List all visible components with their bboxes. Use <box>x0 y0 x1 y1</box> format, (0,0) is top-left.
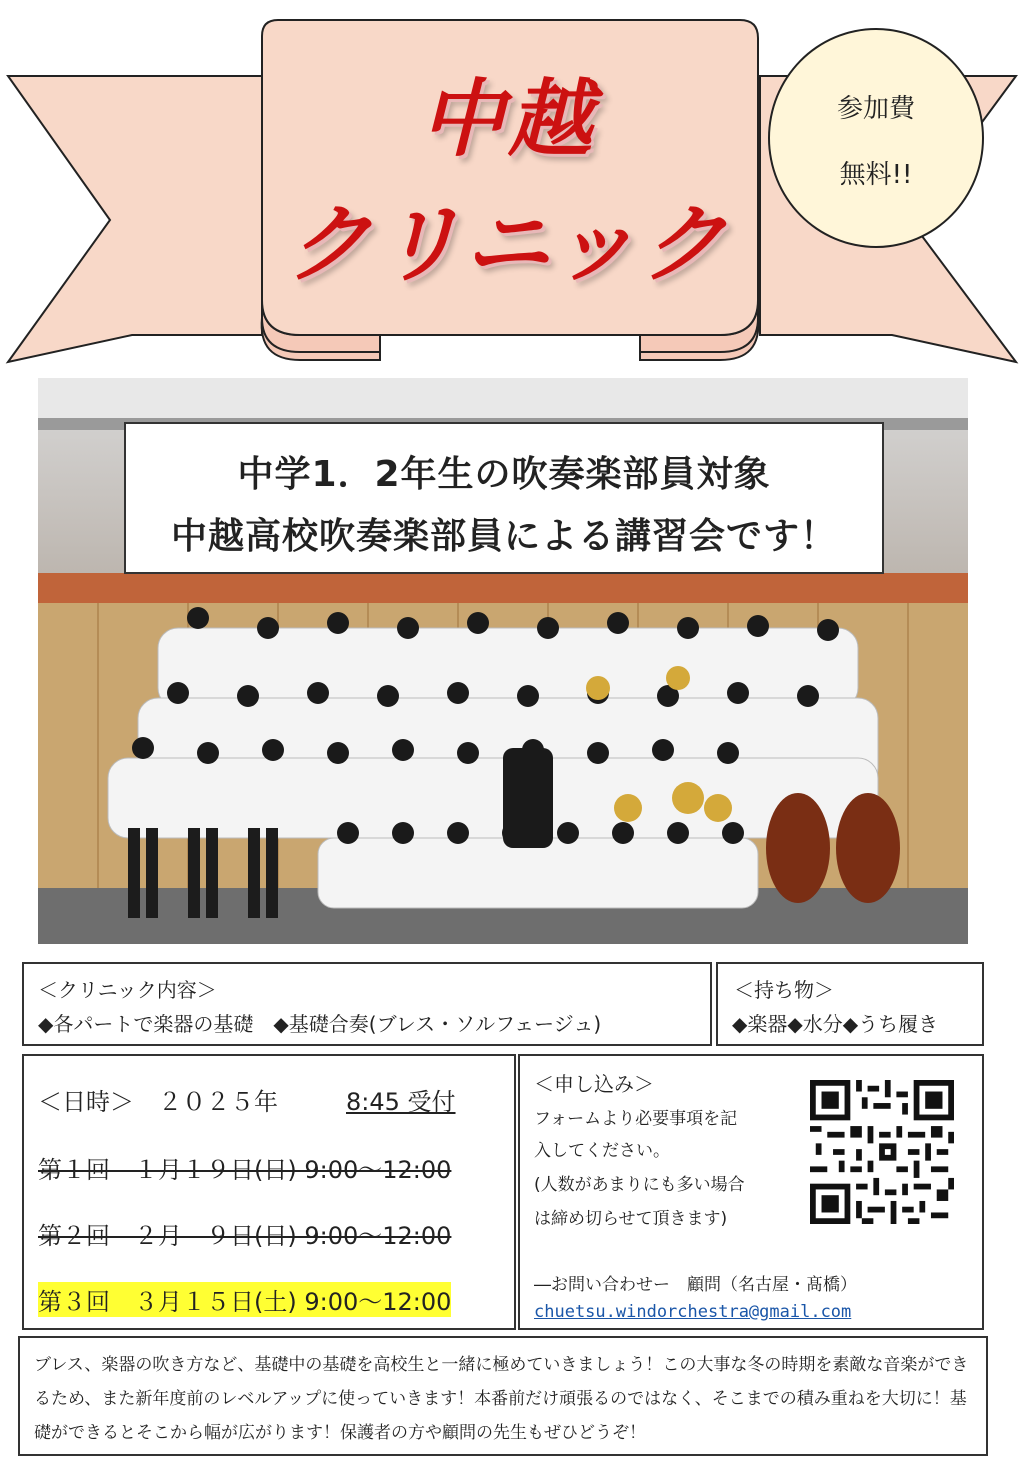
apply-box <box>518 1054 984 1330</box>
caption-line-2: 中越高校吹奏楽部員による講習会です！ <box>170 516 837 557</box>
session-3: 第３回 ３月１５日(土) 9:00～12:00 <box>38 1282 451 1317</box>
session-2: 第２回 ２月 ９日(日) 9:00～12:00 <box>38 1222 452 1250</box>
fee-label: 参加費 <box>836 94 915 124</box>
apply-heading: ＜申し込み＞ <box>534 1072 654 1096</box>
apply-line-2: 入してください。 <box>534 1141 670 1161</box>
apply-line-4: は締め切らせて頂きます) <box>534 1209 728 1229</box>
message-box <box>18 1336 988 1456</box>
clinic-content-items: ◆各パートで楽器の基礎 ◆基礎合奏(ブレス・ソルフェージュ) <box>38 1012 602 1036</box>
bring-items: ◆楽器◆水分◆うち履き <box>732 1012 939 1036</box>
session-1: 第１回 １月１９日(日) 9:00～12:00 <box>38 1156 452 1184</box>
message-text: ブレス、楽器の吹き方など、基礎中の基礎を高校生と一緒に極めていきましょう！この大事な冬の時期を素敵な音楽ができるため、また新年度前のレベルアップに使っていきます！本番前だけ頑張るのではなく、そこまでの積み重ねを大切に！基礎ができるとそこから幅が広がります！保護者の方や顧問の先生もぜひどうぞ！ <box>34 1355 969 1443</box>
photo-caption-box <box>124 422 884 574</box>
schedule-box <box>22 1054 516 1330</box>
contact-line: ―お問い合わせー 顧問（名古屋・髙橋） <box>534 1275 857 1295</box>
title-line-1: 中越 <box>419 70 596 168</box>
caption-line-1: 中学1．2年生の吹奏楽部員対象 <box>237 454 771 495</box>
reception-time: 8:45 受付 <box>346 1088 456 1116</box>
bring-box <box>716 962 984 1046</box>
fee-badge <box>768 28 984 248</box>
title-line-2: クリニック <box>285 195 731 295</box>
fee-value: 無料!! <box>839 160 913 190</box>
qr-code[interactable] <box>810 1080 954 1224</box>
clinic-content-box <box>22 962 712 1046</box>
bring-heading: ＜持ち物＞ <box>734 978 834 1002</box>
schedule-heading: ＜日時＞ ２０２５年 <box>38 1088 278 1116</box>
contact-email-link[interactable]: chuetsu.windorchestra@gmail.com <box>534 1302 852 1322</box>
clinic-content-heading: ＜クリニック内容＞ <box>38 978 217 1002</box>
apply-line-1: フォームより必要事項を記 <box>534 1109 738 1129</box>
apply-line-3: (人数があまりにも多い場合 <box>534 1175 745 1195</box>
